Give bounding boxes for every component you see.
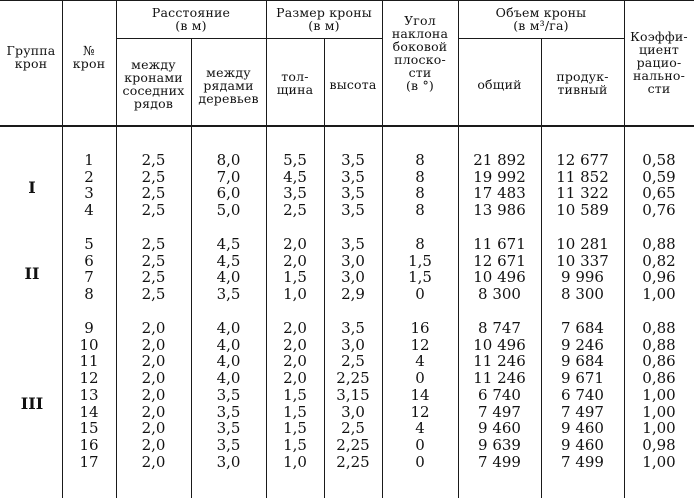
cell-angle: 14 [410, 385, 430, 404]
cell-thickness: 2,0 [283, 235, 307, 253]
cell-crown-number: 8 [84, 285, 94, 304]
cell-distance-crowns: 2,5 [141, 201, 166, 220]
cell-volume-productive: 8 300 [561, 285, 604, 304]
cell-angle: 12 [410, 402, 430, 421]
cell-angle: 4 [415, 419, 425, 438]
header-top-rule [0, 0, 694, 1]
cell-height: 3,5 [341, 201, 365, 220]
header-volume: Объем кроны (в м³/га) [495, 5, 587, 33]
cell-volume-total: 17 483 [473, 184, 526, 203]
cell-coefficient: 0,76 [642, 201, 676, 220]
cell-coefficient: 0,86 [642, 369, 676, 388]
cell-height: 3,5 [341, 167, 365, 186]
cell-height: 2,9 [341, 285, 365, 304]
cell-thickness: 1,5 [283, 402, 307, 421]
header-crown-size: Размер кроны (в м) [276, 5, 372, 33]
cell-distance-crowns: 2,0 [141, 452, 166, 471]
cell-thickness: 1,0 [283, 285, 307, 304]
group-label: III [20, 394, 44, 413]
cell-coefficient: 1,00 [642, 285, 676, 304]
cell-angle: 8 [415, 201, 425, 220]
cell-volume-total: 9 639 [478, 435, 521, 454]
cell-distance-trees: 4,0 [216, 369, 241, 388]
cell-volume-total: 19 992 [473, 167, 526, 186]
header-thickness: тол- щина [276, 69, 314, 97]
cell-thickness: 2,0 [283, 369, 307, 388]
cell-distance-crowns: 2,5 [141, 251, 166, 270]
cell-distance-trees: 3,5 [216, 285, 241, 304]
cell-distance-crowns: 2,0 [141, 369, 166, 388]
cell-height: 2,25 [336, 452, 370, 471]
cell-volume-productive: 9 460 [561, 419, 604, 438]
cell-volume-productive: 9 460 [561, 435, 604, 454]
cell-coefficient: 1,00 [642, 402, 676, 421]
cell-volume-total: 11 246 [473, 369, 526, 388]
cell-volume-productive: 11 322 [556, 184, 609, 203]
cell-volume-productive: 9 684 [561, 352, 604, 371]
header-volume-total: общий [477, 77, 522, 92]
cell-height: 2,5 [341, 419, 365, 438]
cell-volume-total: 6 740 [478, 385, 521, 404]
cell-crown-number: 3 [84, 184, 94, 203]
cell-volume-total: 10 496 [473, 268, 526, 287]
cell-height: 2,25 [336, 369, 370, 388]
cell-volume-productive: 6 740 [561, 385, 604, 404]
cell-distance-crowns: 2,0 [141, 335, 166, 354]
cell-height: 2,5 [341, 352, 365, 371]
header-bottom-rule [0, 125, 694, 127]
cell-thickness: 4,5 [283, 167, 307, 186]
cell-coefficient: 0,88 [642, 319, 676, 337]
cell-volume-total: 10 496 [473, 335, 526, 354]
cell-volume-productive: 10 337 [556, 251, 609, 270]
header-coefficient: Коэффи- циент рацио- нально- сти [630, 29, 688, 96]
cell-volume-productive: 12 677 [556, 151, 609, 169]
cell-crown-number: 13 [79, 385, 99, 404]
header-angle: Угол наклона боковой плоско- сти (в °) [391, 13, 449, 93]
cell-distance-crowns: 2,0 [141, 419, 166, 438]
cell-volume-total: 11 671 [473, 235, 526, 253]
cell-thickness: 2,0 [283, 352, 307, 371]
cell-distance-crowns: 2,0 [141, 435, 166, 454]
cell-distance-trees: 5,0 [216, 201, 241, 220]
cell-crown-number: 2 [84, 167, 94, 186]
cell-thickness: 1,5 [283, 419, 307, 438]
cell-volume-total: 7 499 [478, 452, 521, 471]
cell-height: 3,0 [341, 268, 365, 287]
cell-distance-trees: 3,0 [216, 452, 241, 471]
cell-angle: 0 [415, 435, 425, 454]
cell-distance-trees: 7,0 [216, 167, 241, 186]
cell-distance-trees: 4,0 [216, 319, 241, 337]
cell-distance-trees: 3,5 [216, 385, 241, 404]
cell-distance-crowns: 2,5 [141, 167, 166, 186]
cell-distance-trees: 4,0 [216, 268, 241, 287]
cell-distance-trees: 8,0 [216, 151, 241, 169]
cell-angle: 8 [415, 151, 425, 169]
cell-angle: 1,5 [408, 268, 432, 287]
cell-crown-number: 14 [79, 402, 99, 421]
header-distance-trees: между рядами деревьев [198, 65, 259, 106]
cell-height: 3,0 [341, 402, 365, 421]
cell-crown-number: 17 [79, 452, 99, 471]
cell-height: 3,5 [341, 184, 365, 203]
header-distance-crowns: между кронами соседних рядов [122, 57, 185, 111]
cell-angle: 4 [415, 352, 425, 371]
cell-coefficient: 0,98 [642, 435, 676, 454]
cell-crown-number: 9 [84, 319, 94, 337]
cell-angle: 8 [415, 235, 425, 253]
cell-thickness: 5,5 [283, 151, 307, 169]
cell-crown-number: 6 [84, 251, 94, 270]
cell-distance-crowns: 2,0 [141, 319, 166, 337]
cell-distance-crowns: 2,5 [141, 268, 166, 287]
cell-volume-productive: 9 996 [561, 268, 604, 287]
cell-crown-number: 5 [84, 235, 94, 253]
cell-volume-total: 9 460 [478, 419, 521, 438]
cell-volume-total: 8 747 [478, 319, 521, 337]
cell-volume-productive: 10 281 [556, 235, 609, 253]
cell-coefficient: 1,00 [642, 385, 676, 404]
cell-crown-number: 12 [79, 369, 99, 388]
cell-volume-productive: 11 852 [556, 167, 609, 186]
cell-distance-trees: 4,5 [216, 251, 241, 270]
cell-thickness: 2,0 [283, 319, 307, 337]
cell-height: 3,15 [336, 385, 370, 404]
cell-angle: 1,5 [408, 251, 432, 270]
cell-height: 2,25 [336, 435, 370, 454]
cell-thickness: 1,5 [283, 385, 307, 404]
group-label: II [24, 264, 40, 283]
header-height: высота [329, 77, 377, 92]
cell-thickness: 2,5 [283, 201, 307, 220]
cell-coefficient: 0,58 [642, 151, 676, 169]
cell-distance-crowns: 2,5 [141, 285, 166, 304]
cell-thickness: 2,0 [283, 335, 307, 354]
group-label: I [28, 178, 36, 197]
cell-volume-productive: 7 497 [561, 402, 604, 421]
cell-distance-trees: 4,0 [216, 335, 241, 354]
cell-distance-crowns: 2,5 [141, 151, 166, 169]
cell-crown-number: 16 [79, 435, 99, 454]
cell-height: 3,0 [341, 335, 365, 354]
cell-coefficient: 1,00 [642, 452, 676, 471]
header-distance: Расстояние (в м) [151, 5, 231, 33]
cell-height: 3,5 [341, 235, 365, 253]
cell-thickness: 1,5 [283, 435, 307, 454]
cell-crown-number: 7 [84, 268, 94, 287]
cell-thickness: 1,0 [283, 452, 307, 471]
cell-thickness: 3,5 [283, 184, 307, 203]
cell-distance-trees: 3,5 [216, 435, 241, 454]
cell-coefficient: 0,86 [642, 352, 676, 371]
cell-distance-crowns: 2,5 [141, 184, 166, 203]
cell-crown-number: 10 [79, 335, 99, 354]
cell-coefficient: 0,96 [642, 268, 676, 287]
cell-volume-productive: 9 246 [561, 335, 604, 354]
cell-angle: 8 [415, 184, 425, 203]
cell-volume-total: 12 671 [473, 251, 526, 270]
cell-crown-number: 4 [84, 201, 94, 220]
cell-volume-total: 21 892 [473, 151, 526, 169]
cell-height: 3,5 [341, 319, 365, 337]
cell-height: 3,0 [341, 251, 365, 270]
cell-volume-productive: 7 499 [561, 452, 604, 471]
cell-distance-trees: 4,5 [216, 235, 241, 253]
cell-volume-total: 11 246 [473, 352, 526, 371]
cell-crown-number: 15 [79, 419, 99, 438]
cell-angle: 16 [410, 319, 430, 337]
cell-distance-crowns: 2,5 [141, 235, 166, 253]
cell-coefficient: 0,65 [642, 184, 676, 203]
cell-volume-total: 13 986 [473, 201, 526, 220]
cell-distance-trees: 3,5 [216, 419, 241, 438]
cell-angle: 0 [415, 285, 425, 304]
cell-coefficient: 0,88 [642, 335, 676, 354]
cell-thickness: 2,0 [283, 251, 307, 270]
cell-distance-crowns: 2,0 [141, 385, 166, 404]
cell-coefficient: 1,00 [642, 419, 676, 438]
cell-distance-crowns: 2,0 [141, 352, 166, 371]
cell-distance-trees: 4,0 [216, 352, 241, 371]
header-volume-productive: продук- тивный [556, 69, 609, 97]
cell-thickness: 1,5 [283, 268, 307, 287]
cell-angle: 0 [415, 452, 425, 471]
cell-volume-total: 8 300 [478, 285, 521, 304]
cell-volume-total: 7 497 [478, 402, 521, 421]
cell-volume-productive: 9 671 [561, 369, 604, 388]
cell-volume-productive: 10 589 [556, 201, 609, 220]
cell-coefficient: 0,82 [642, 251, 676, 270]
cell-coefficient: 0,88 [642, 235, 676, 253]
cell-crown-number: 11 [79, 352, 99, 371]
cell-distance-trees: 3,5 [216, 402, 241, 421]
cell-distance-crowns: 2,0 [141, 402, 166, 421]
cell-coefficient: 0,59 [642, 167, 676, 186]
header-group: Группа крон [6, 43, 56, 71]
cell-distance-trees: 6,0 [216, 184, 241, 203]
cell-crown-number: 1 [84, 151, 94, 169]
cell-angle: 12 [410, 335, 430, 354]
cell-angle: 8 [415, 167, 425, 186]
cell-angle: 0 [415, 369, 425, 388]
cell-height: 3,5 [341, 151, 365, 169]
header-number: № крон [72, 43, 106, 71]
cell-volume-productive: 7 684 [561, 319, 604, 337]
